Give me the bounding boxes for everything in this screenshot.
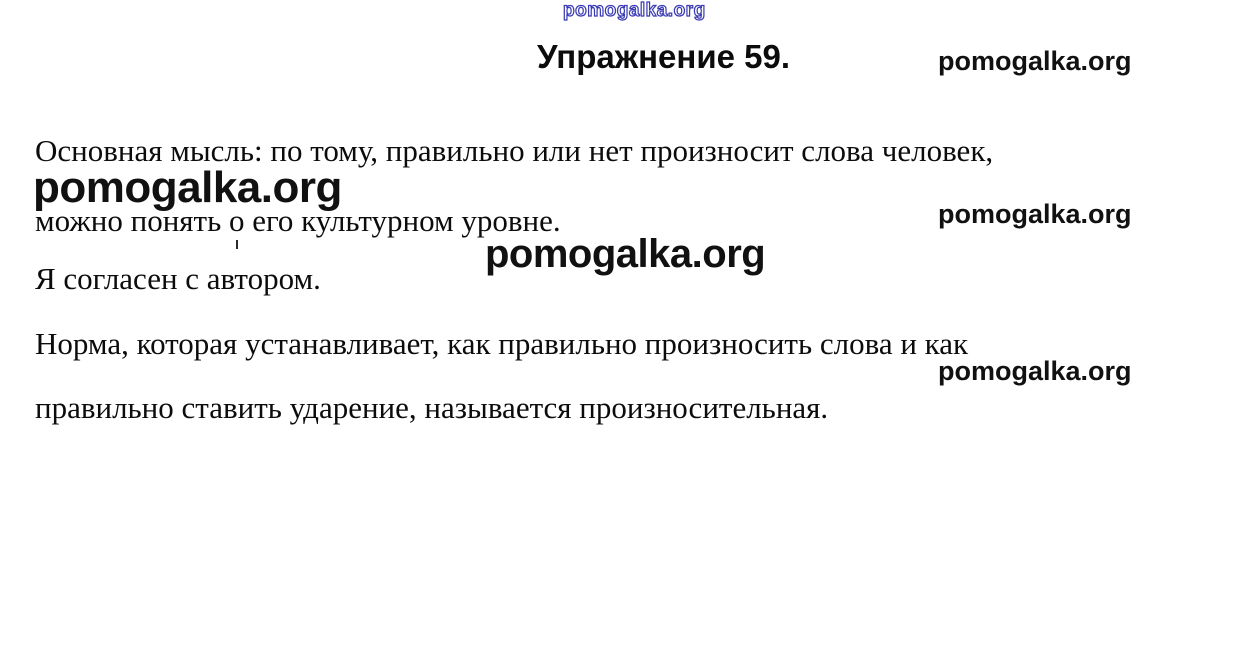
exercise-title: Упражнение 59. (537, 38, 791, 75)
scan-artifact (236, 240, 238, 249)
paragraph-3-line-1: Норма, которая устанавливает, как правильно произносить слова и как (35, 326, 969, 361)
watermark-right-1: pomogalka.org (938, 46, 1132, 76)
watermark-top-blue: pomogalka.org (563, 0, 706, 21)
watermark-right-3: pomogalka.org (938, 356, 1132, 386)
watermark-center: pomogalka.org (485, 232, 766, 276)
paragraph-3-line-2: правильно ставить ударение, называется произносительная. (35, 390, 829, 425)
paragraph-2: Я согласен с автором. (35, 261, 321, 296)
watermark-left-bold: pomogalka.org (33, 163, 342, 212)
paragraph-1-line-1: Основная мысль: по тому, правильно или нет произносит слова человек, (35, 133, 994, 168)
paragraph-1-line-2: можно понять о его культурном уровне. (35, 203, 561, 238)
watermark-right-2: pomogalka.org (938, 199, 1132, 229)
